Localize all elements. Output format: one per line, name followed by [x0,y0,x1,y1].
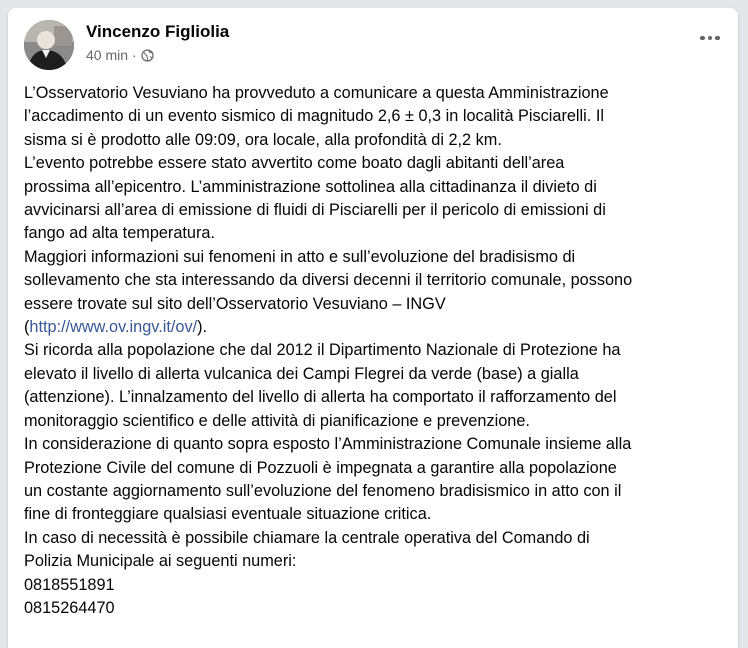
meta-separator: · [132,47,137,63]
post-paragraph-3: Maggiori informazioni sui fenomeni in atto e sull’evoluzione del bradisismo di sollevamento che sta interessando da diversi decenni il territorio comunale, possono essere trovate sul sito dell’Osservatorio Vesuviano – INGV [24,247,633,313]
more-dot [708,36,713,41]
post-paragraph-1: L’Osservatorio Vesuviano ha provveduto a comunicare a questa Amministrazione l’accadimento di un evento sismico di magnitudo 2,6 ± 0,3 in località Pisciarelli. Il sisma si è prodotto alle 09:09, ora locale, alla profondità di 2,2 km. [24,84,609,149]
link-close-paren: ). [197,318,208,337]
post-meta [86,47,154,63]
more-dot [715,36,720,41]
post-paragraph-4: Si ricorda alla popolazione che dal 2012 il Dipartimento Nazionale di Protezione ha elevato il livello di allerta vulcanica dei Campi Flegrei da verde (base) a gialla (attenzione). L’innalzamento del livello di allerta ha comportato il rafforzamento del monitoraggio scientifico e delle attività di pianificazione e prevenzione. [24,341,621,430]
post-time[interactable]: 40 min [86,47,129,63]
post-paragraph-2: L’evento potrebbe essere stato avvertito come boato dagli abitanti dell’area prossima all’epicentro. L’amministrazione sottolinea alla cittadinanza il divieto di avvicinarsi all’area di emissione di fluidi di Pisciarelli per il pericolo di emissioni di fango ad alta temperatura. [24,154,606,243]
post-link-line [24,316,726,339]
post-card [8,8,738,648]
more-dot [700,36,705,41]
post-body [24,82,726,620]
globe-icon [141,49,154,62]
profile-photo-icon [24,20,74,70]
phone-number-2: 0815264470 [24,598,115,617]
ingv-link[interactable]: http://www.ov.ingv.it/ov/ [29,318,198,337]
more-options-icon[interactable] [692,24,728,52]
post-paragraph-5: In considerazione di quanto sopra esposto l’Amministrazione Comunale insieme alla Protezione Civile del comune di Pozzuoli è impegnata a garantire alla popolazione un costante aggiornamento sull’evoluzione del fenomeno bradisismico in atto con il fine di fronteggiare qualsiasi eventuale situazione critica. [24,435,632,524]
avatar[interactable] [24,20,74,70]
post-header [24,20,724,70]
post-paragraph-6: In caso di necessità è possibile chiamare la centrale operativa del Comando di Polizia Municipale ai seguenti numeri: [24,528,590,571]
phone-number-1: 0818551891 [24,575,115,594]
link-open-paren: ( [24,318,30,337]
author-name[interactable]: Vincenzo Figliolia [86,22,230,41]
